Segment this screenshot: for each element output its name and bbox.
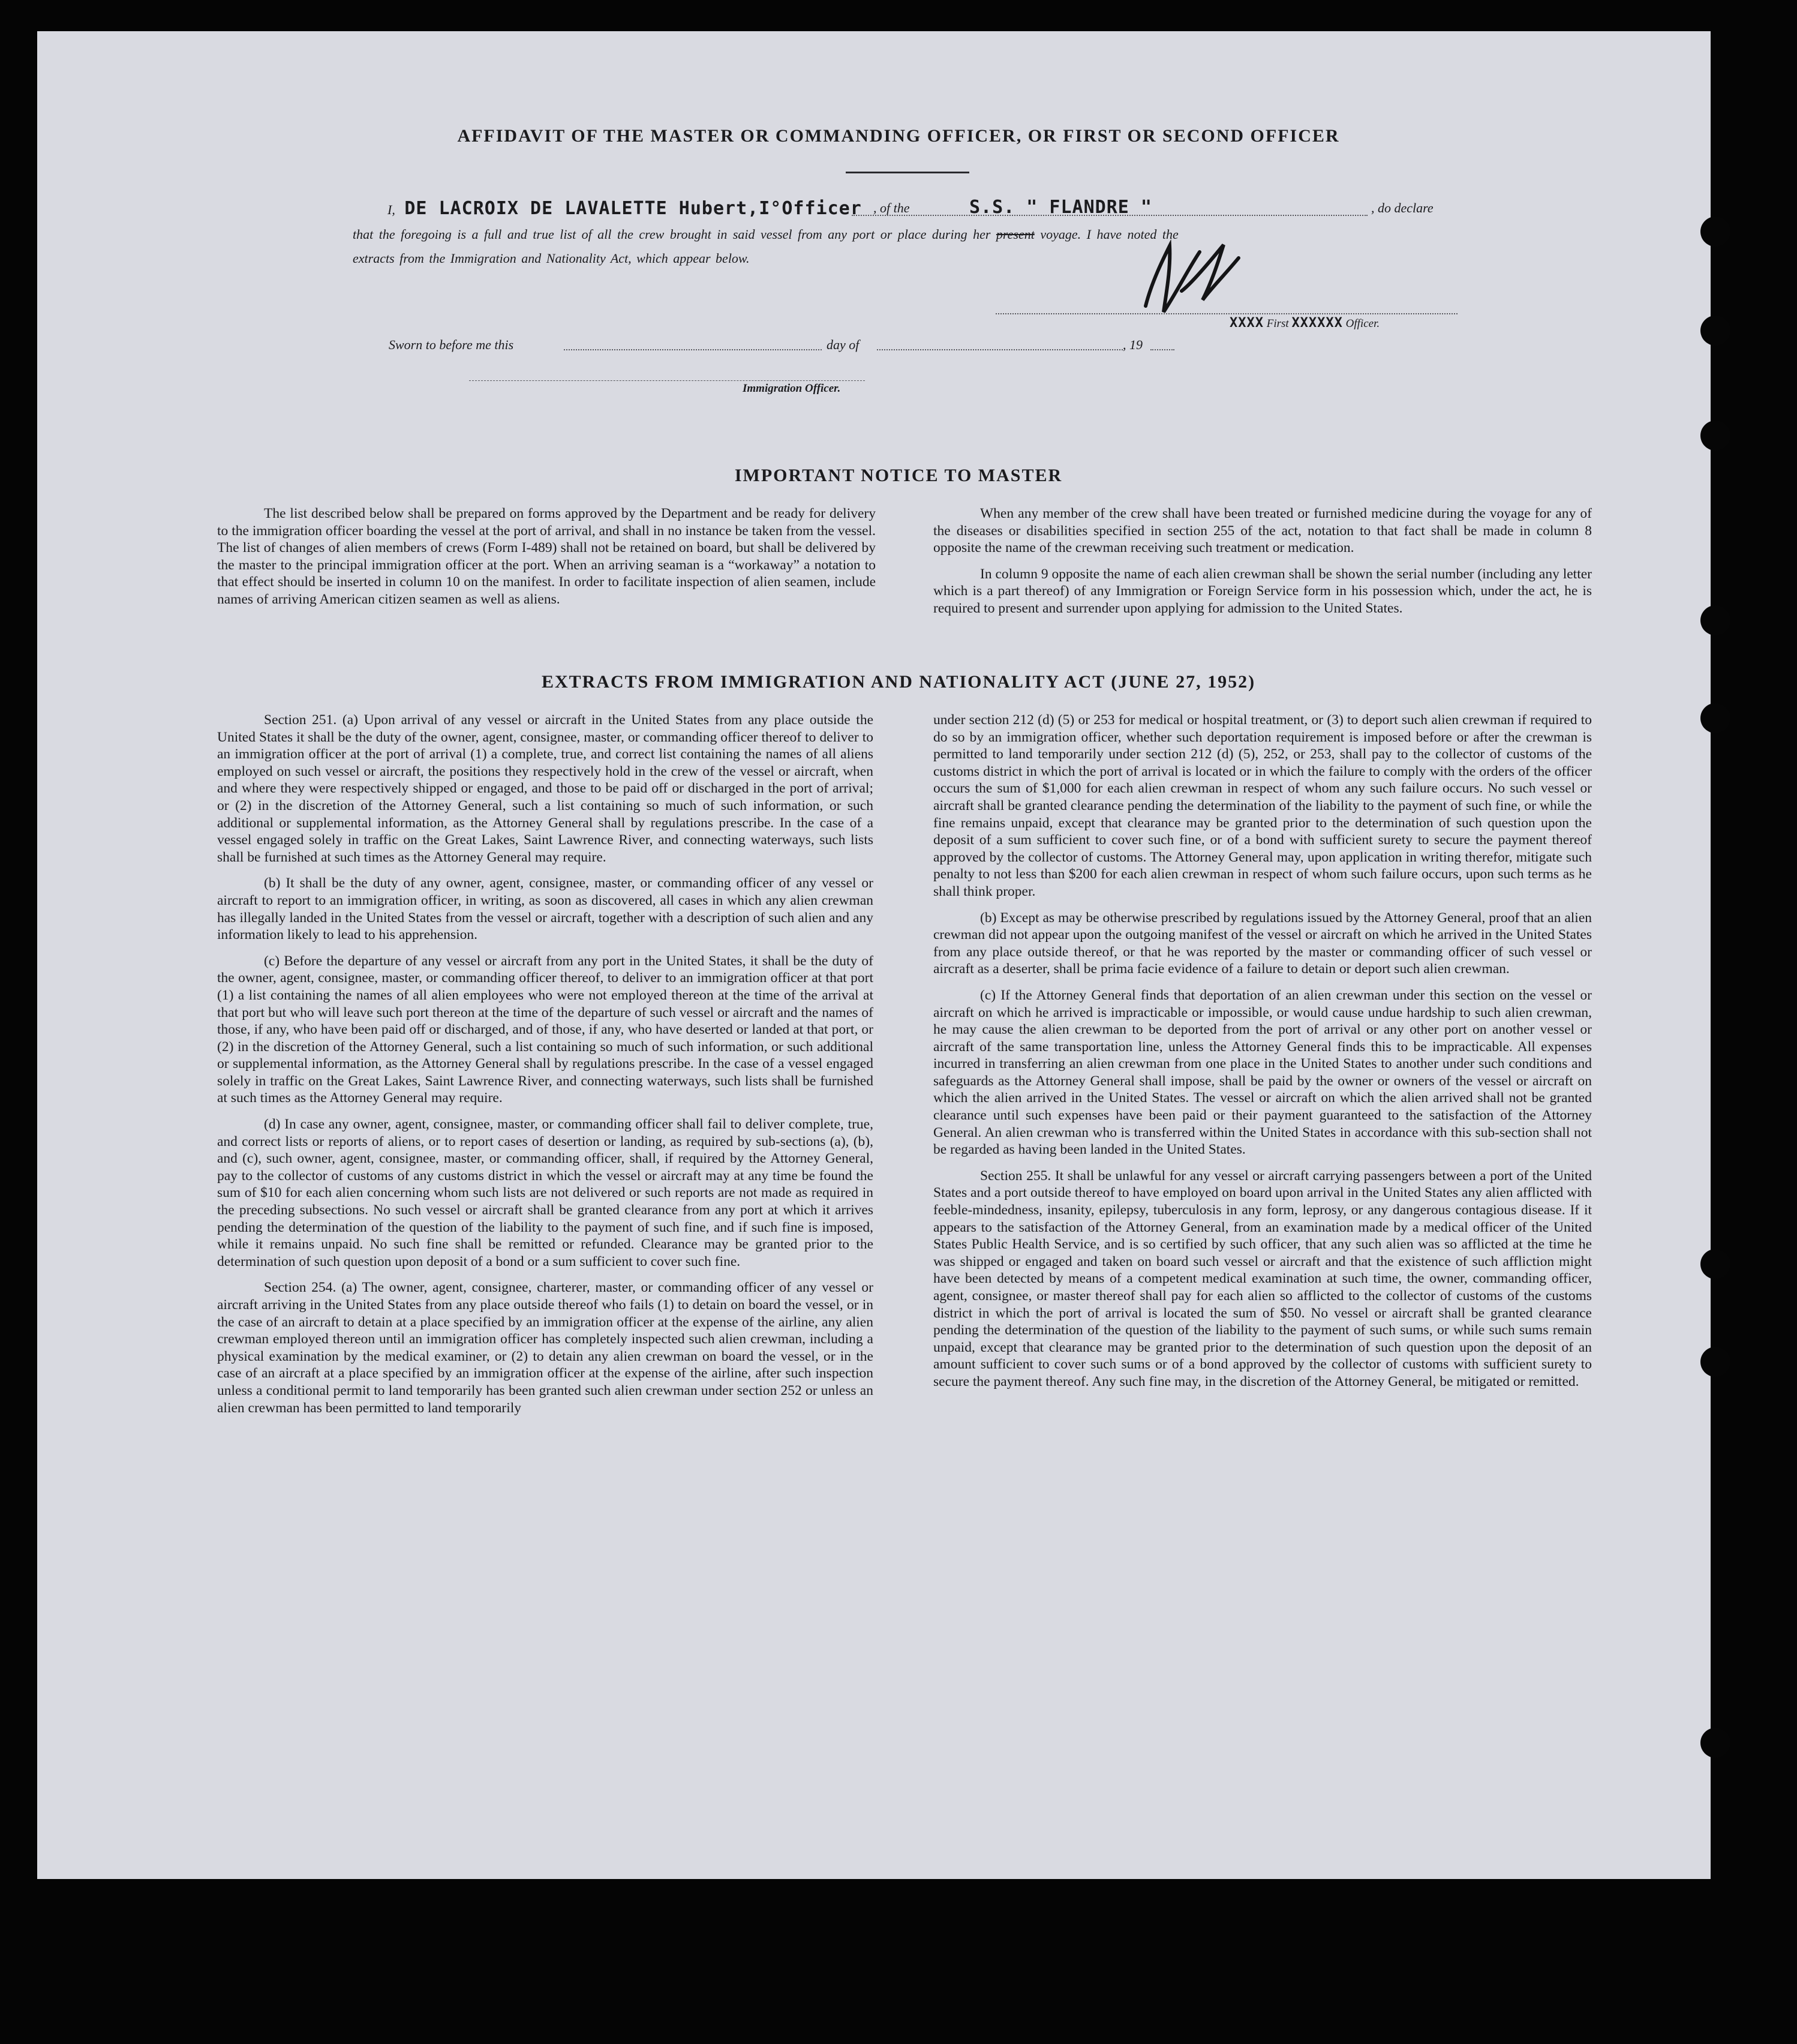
struck-word: present [996,227,1035,242]
notice-paragraph: When any member of the crew shall have been treated or furnished medicine during the voyage for any of the diseases or disabilities specified in section 255 of the act, notation to that fact shall be made in column 8 opposite the name of the crewman receiving such treatment or medication. [933,506,1592,556]
act-paragraph: (c) If the Attorney General finds that deportation of an alien crewman under this section on the vessel or aircraft on which he arrived is impracticable or impossible, or would cause undue hardship to such alien crewman, he may cause the alien crewman to be deported from the port of arrival or any other port on another vessel or aircraft of the same transportation line, unless the Attorney General finds this to be impracticable. All expenses incurred in transferring an alien crewman from one place in the United States to another under such conditions and safeguards as the Attorney General shall impose, shall be paid by the owner or owners of the vessel or aircraft on which the alien arrived in the United States. The vessel or aircraft on which the alien arrived shall not be granted clearance until such expenses have been paid or their payment guaranteed to the satisfaction of the Attorney General. An alien crewman who is transferred within the United States in accordance with this sub-section shall not be regarded as having been landed in the United States. [933,987,1592,1158]
immigration-officer-label: Immigration Officer. [743,382,841,395]
struck-word: XXXXXX [1291,316,1343,331]
day-of-label: day of [827,337,860,352]
officer-label: Officer. [1345,317,1380,330]
affidavit-text: voyage. I have noted the [1040,227,1179,242]
sworn-label: Sworn to before me this [389,337,514,352]
affidavit-text: that the foregoing is a full and true list of all the crew brought in said vessel from any port or place during her [353,227,991,242]
punch-hole [1700,316,1730,346]
affidavit-line-3: extracts from the Immigration and Nationality Act, which appear below. [353,251,750,266]
punch-hole [1700,1728,1730,1758]
of-the-label: , of the [873,200,910,215]
pronoun-i: I, [387,202,395,217]
punch-hole [1700,703,1730,733]
affidavit-line-1 [387,198,1461,222]
do-declare-label: , do declare [1371,200,1434,215]
struck-word: XXXX [1230,316,1264,331]
sworn-date-line [564,349,822,350]
notice-right-column [933,505,1592,617]
notice-paragraph: In column 9 opposite the name of each alien crewman shall be shown the serial number (including any letter which is a part thereof) of any Immigration or Foreign Service form in his possession which, under the act, he is required to present and surrender upon applying for admission to the United States. [933,566,1592,616]
signer-title [1230,316,1380,331]
notice-paragraph: The list described below shall be prepared on forms approved by the Department and be ready for delivery to the immigration officer boarding the vessel at the port of arrival, and shall in no instance be taken from the vessel. The list of changes of alien members of crews (Form I-489) shall not be retained on board, but shall be delivered by the master to the principal immigration officer at the port. When an arriving seaman is a “workaway” a notation to that effect should be inserted in column 10 on the manifest. In order to facilitate inspection of alien seamen, include names of arriving American citizen seamen as well as aliens. [217,506,876,607]
act-paragraph: (b) It shall be the duty of any owner, agent, consignee, master, or commanding officer of any vessel or aircraft to report to an immigration officer, in writing, as soon as discovered, all cases in which any alien crewman has illegally landed in the United States from the vessel or aircraft, together with a description of such alien and any information likely to lead to his apprehension. [217,875,873,943]
vessel-underline [852,215,1368,216]
notice-left-column [217,505,876,608]
vessel-name-field: S.S. " FLANDRE " [969,197,1152,218]
extracts-heading: EXTRACTS FROM IMMIGRATION AND NATIONALITY ACT (JUNE 27, 1952) [541,672,1256,692]
act-paragraph: (d) In case any owner, agent, consignee, master, or commanding officer shall fail to deliver complete, true, and correct lists or reports of aliens, or to report cases of desertion or landing, as required by sub-sections (a), (b), and (c), such owner, agent, consignee, master, or commanding officer, shall, if required by the Attorney General, pay to the collector of customs of any customs district in which the vessel or aircraft may at any time be found the sum of $10 for each alien concerning whom such lists are not delivered or such reports are not made as required in the preceding subsections. No such vessel or aircraft shall be granted clearance from any port at which it arrives pending the determination of the question of the liability to the payment of such fine, and if such fine is imposed, while it remains unpaid. No such fine shall be remitted or refunded. Clearance may be granted prior to the determination of such question upon deposit of a bond or a sum sufficient to cover such fine. [217,1116,873,1269]
punch-hole [1700,421,1730,451]
act-paragraph: (c) Before the departure of any vessel or aircraft from any port in the United States, it shall be the duty of the owner, agent, consignee, master, or commanding officer thereof, to deliver to an immigration officer at that port (1) a list containing the names of all alien employees who were not employed thereon at the time of the arrival at that port but who will leave such port thereon at the time of the departure of such vessel or aircraft and the names of those, if any, who have been paid off or discharged, and of those, if any, who have deserted or landed at that port, or (2) in the discretion of the Attorney General, such a list containing so much of such information, or such additional or supplemental information, as the Attorney General shall by regulations prescribe. In the case of a vessel engaged solely in traffic on the Great Lakes, Saint Lawrence River, and connecting waterways, such lists shall be furnished at such times as the Attorney General may require. [217,953,873,1106]
act-paragraph: Section 251. (a) Upon arrival of any vessel or aircraft in the United States from any place outside the United States it shall be the duty of the owner, agent, consignee, master, or commanding officer thereof to deliver to an immigration officer at the port of arrival (1) a complete, true, and correct list containing the names of all aliens employed on such vessel or aircraft, the positions they respectively hold in the crew of the vessel or aircraft, when and where they were respectively shipped or engaged, and those to be paid off or discharged in the port of arrival; or (2) in the discretion of the Attorney General, such a list containing so much of such information, or such additional or supplemental information, as the Attorney General shall by regulations prescribe. In the case of a vessel engaged solely in traffic on the Great Lakes, Saint Lawrence River, and connecting waterways, such lists shall be furnished at such times as the Attorney General may require. [217,712,873,865]
year-label: , 19 [1123,337,1143,352]
first-label: First [1266,317,1289,330]
punch-hole [1700,1347,1730,1377]
heading-rule [846,172,969,173]
punch-hole [1700,217,1730,247]
punch-hole [1700,1249,1730,1279]
officer-name-field: DE LACROIX DE LAVALETTE Hubert,I°Officer [404,198,862,219]
punch-hole [1700,605,1730,635]
act-paragraph: Section 255. It shall be unlawful for any vessel or aircraft carrying passengers between a port of the United States and a port outside thereof to have employed on board upon arrival in the United States any alien afflicted with feeble-mindedness, insanity, epilepsy, tuberculosis in any form, leprosy, or any dangerous contagious disease. If it appears to the satisfaction of the Attorney General, from an examination made by a medical officer of the United States Public Health Service, and is so certified by such officer, that any such alien was so afflicted at the time he was shipped or engaged and taken on board such vessel or aircraft and that the existence of such affliction might have been detected by means of a competent medical examination at such time, the owner, commanding officer, agent, consignee, or master thereof shall pay for each alien so afflicted to the collector of customs of the customs district in which the port of arrival is located the sum of $50. No vessel or aircraft shall be granted clearance pending the determination of the question of the liability to the payment of such sums, or while such sums remain unpaid, except that clearance may be granted prior to the determination of such question upon the deposit of an amount sufficient to cover such sums or of a bond approved by the collector of customs with sufficient surety to secure the payment thereof. Any such fine may, in the discretion of the Attorney General, be mitigated or remitted. [933,1167,1592,1389]
act-paragraph: under section 212 (d) (5) or 253 for medical or hospital treatment, or (3) to deport such alien crewman if required to do so by an immigration officer, whether such deportation requirement is imposed before or after the crewman is permitted to land temporarily under section 212 (d) (5), 252, or 253, shall pay to the collector of customs of the customs district in which the port of arrival is located or in which the failure to comply with the orders of the officer occurs the sum of $1,000 for each alien crewman in respect of whom any such failure occurs. No such vessel or aircraft shall be granted clearance pending the determination of the liability to the payment of such fine, or while the fine remains unpaid, except that clearance may be granted prior to the determination of such question upon the deposit of a sum sufficient to cover such fine, or of a bond with sufficient surety to secure the payment thereof approved by the collector of customs. The Attorney General may, upon application in writing therefor, mitigate such penalty to not less than $200 for each alien crewman in respect of whom such failure occurs, upon such terms as he shall think proper. [933,712,1592,899]
month-line [877,349,1123,350]
extracts-left-column [217,712,873,1416]
act-paragraph: Section 254. (a) The owner, agent, consignee, charterer, master, or commanding officer of any vessel or aircraft arriving in the United States from any place outside thereof who fails (1) to detain on board the vessel, or in the case of an aircraft to detain at a place specified by an immigration officer at the expense of the airline, any alien crewman employed thereon until an immigration officer has completely inspected such alien crewman, including a physical examination by the medical examiner, or (2) to detain any alien crewman on board the vessel, or in the case of an aircraft at a place specified by an immigration officer at the expense of the airline, after such inspection unless a conditional permit to land temporarily has been granted such alien crewman under section 252 or unless an alien crewman has been permitted to land temporarily [217,1280,873,1416]
act-paragraph: (b) Except as may be otherwise prescribed by regulations issued by the Attorney General, proof that an alien crewman did not appear upon the outgoing manifest of the vessel or aircraft on which he arrived in the United States from any place outside thereof, or that he was reported by the master or commanding officer of such vessel or aircraft as a deserter, shall be prima facie evidence of a failure to detain or deport such alien crewman. [933,910,1592,977]
immigration-officer-signature-line [469,380,865,381]
signature-line [996,313,1458,314]
year-line [1150,349,1174,350]
notice-heading: IMPORTANT NOTICE TO MASTER [734,466,1063,485]
affidavit-line-2 [353,227,1461,242]
officer-signature [1128,234,1248,324]
affidavit-heading: AFFIDAVIT OF THE MASTER OR COMMANDING OFFICER, OR FIRST OR SECOND OFFICER [457,126,1340,146]
extracts-right-column [933,712,1592,1391]
